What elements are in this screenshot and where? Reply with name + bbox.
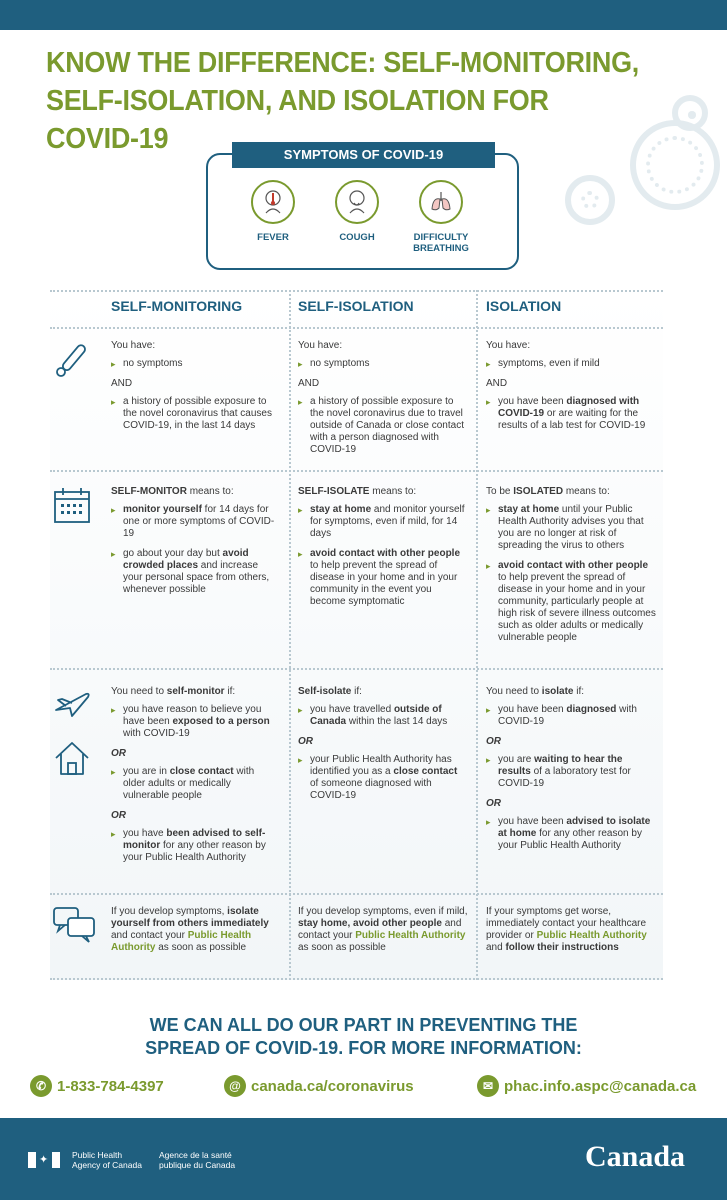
airplane-icon <box>52 686 92 731</box>
cell-self-monitoring-if-symptoms: If you develop symptoms, isolate yourself from others immediately and contact your Public Health Authority as soon as possible <box>111 906 269 953</box>
department-name-french: Agence de la santé publique du Canada <box>159 1150 236 1170</box>
canada-flag-icon <box>28 1152 60 1168</box>
cell-isolation-criteria: You have: ▸ symptoms, even if mild AND ▸ you have been diagnosed with COVID-19 or are waiting for the results of a lab test for COVID-19 <box>486 340 656 440</box>
divider <box>50 893 663 895</box>
email-icon: ✉ <box>477 1075 499 1097</box>
fever-icon <box>251 180 295 224</box>
virus-decoration-icon <box>630 120 720 210</box>
cough-icon <box>335 180 379 224</box>
website-link[interactable]: @ canada.ca/coronavirus <box>224 1075 414 1097</box>
divider <box>476 290 478 980</box>
divider <box>289 290 291 980</box>
column-header-self-isolation: SELF-ISOLATION <box>298 298 414 314</box>
cell-self-monitoring-criteria: You have: ▸ no symptoms AND ▸ a history of possible exposure to the novel coronavirus that causes COVID-19, in the last 14 days <box>111 340 279 440</box>
symptom-cough: COUGH <box>322 180 392 243</box>
symptoms-title: SYMPTOMS OF COVID-19 <box>232 142 495 168</box>
symptom-fever: FEVER <box>238 180 308 243</box>
cell-self-isolation-meaning: SELF-ISOLATE means to: ▸ stay at home and monitor yourself for symptoms, even if mild, for 14 days ▸ avoid contact with other people to help prevent the spread of disease in your home and in your community in the event you become symptomatic <box>298 486 468 616</box>
cell-self-isolation-if-symptoms: If you develop symptoms, even if mild, stay home, avoid other people and contact your Public Health Authority as soon as possible <box>298 906 468 953</box>
virus-decoration-icon <box>565 175 615 225</box>
top-banner <box>0 0 727 30</box>
thermometer-icon <box>52 340 92 385</box>
cell-self-isolation-criteria: You have: ▸ no symptoms AND ▸ a history of possible exposure to the novel coronavirus due to travel outside of Canada or close contact with a person diagnosed with COVID-19 <box>298 340 468 464</box>
at-icon: @ <box>224 1075 246 1097</box>
divider <box>50 978 663 980</box>
virus-decoration-icon <box>672 95 708 131</box>
cell-self-monitoring-meaning: SELF-MONITOR means to: ▸ monitor yourself for 14 days for one or more symptoms of COVID-19 ▸ go about your day but avoid crowded places and increase your personal space from others, whenever possible <box>111 486 279 604</box>
phone-contact[interactable]: ✆ 1-833-784-4397 <box>30 1075 164 1097</box>
cell-isolation-if-symptoms: If your symptoms get worse, immediately contact your healthcare provider or Public Health Authority and follow their instructions <box>486 906 647 953</box>
symptom-difficulty-breathing: DIFFICULTY BREATHING <box>406 180 476 254</box>
house-icon <box>52 738 92 783</box>
column-header-isolation: ISOLATION <box>486 298 562 314</box>
divider <box>50 668 663 670</box>
cell-self-isolation-when: Self-isolate if: ▸ you have travelled outside of Canada within the last 14 days OR ▸ your Public Health Authority has identified you as a close contact of someone diagnosed with COVID-19 <box>298 686 468 810</box>
cell-self-monitoring-when: You need to self-monitor if: ▸ you have reason to believe you have been exposed to a person with COVID-19 OR ▸ you are in close contact with older adults or medically vulnerable people OR ▸ you have been advised to self-monitor for any other reason by your Public Health Authority <box>111 686 279 872</box>
email-link[interactable]: ✉ phac.info.aspc@canada.ca <box>477 1075 696 1097</box>
divider <box>50 470 663 472</box>
column-header-self-monitoring: SELF-MONITORING <box>111 298 243 314</box>
divider <box>50 327 663 329</box>
cell-isolation-meaning: To be ISOLATED means to: ▸ stay at home until your Public Health Authority advises you that you are no longer at risk of spreading the virus to others ▸ avoid contact with other people to help prevent the spread of disease in your home and in your community, particularly people at high risk of severe illness outcomes such as older adults or medically vulnerable people <box>486 486 656 652</box>
department-name-english: Public Health Agency of Canada <box>72 1150 142 1170</box>
call-to-action: WE CAN ALL DO OUR PART IN PREVENTING THE SPREAD OF COVID-19. FOR MORE INFORMATION: <box>145 1015 582 1058</box>
cell-isolation-when: You need to isolate if: ▸ you have been diagnosed with COVID-19 OR ▸ you are waiting to hear the results of a laboratory test for COVID-19 OR ▸ you have been advised to isolate at home for any other reason by your Public Health Authority <box>486 686 656 860</box>
page-title: KNOW THE DIFFERENCE: SELF-MONITORING, SELF-ISOLATION, AND ISOLATION FOR COVID-19 <box>46 47 639 155</box>
chat-bubbles-icon <box>52 904 96 949</box>
lungs-icon <box>419 180 463 224</box>
divider <box>50 290 663 292</box>
phone-icon: ✆ <box>30 1075 52 1097</box>
calendar-icon <box>52 486 92 531</box>
canada-wordmark: Canada <box>585 1140 686 1173</box>
